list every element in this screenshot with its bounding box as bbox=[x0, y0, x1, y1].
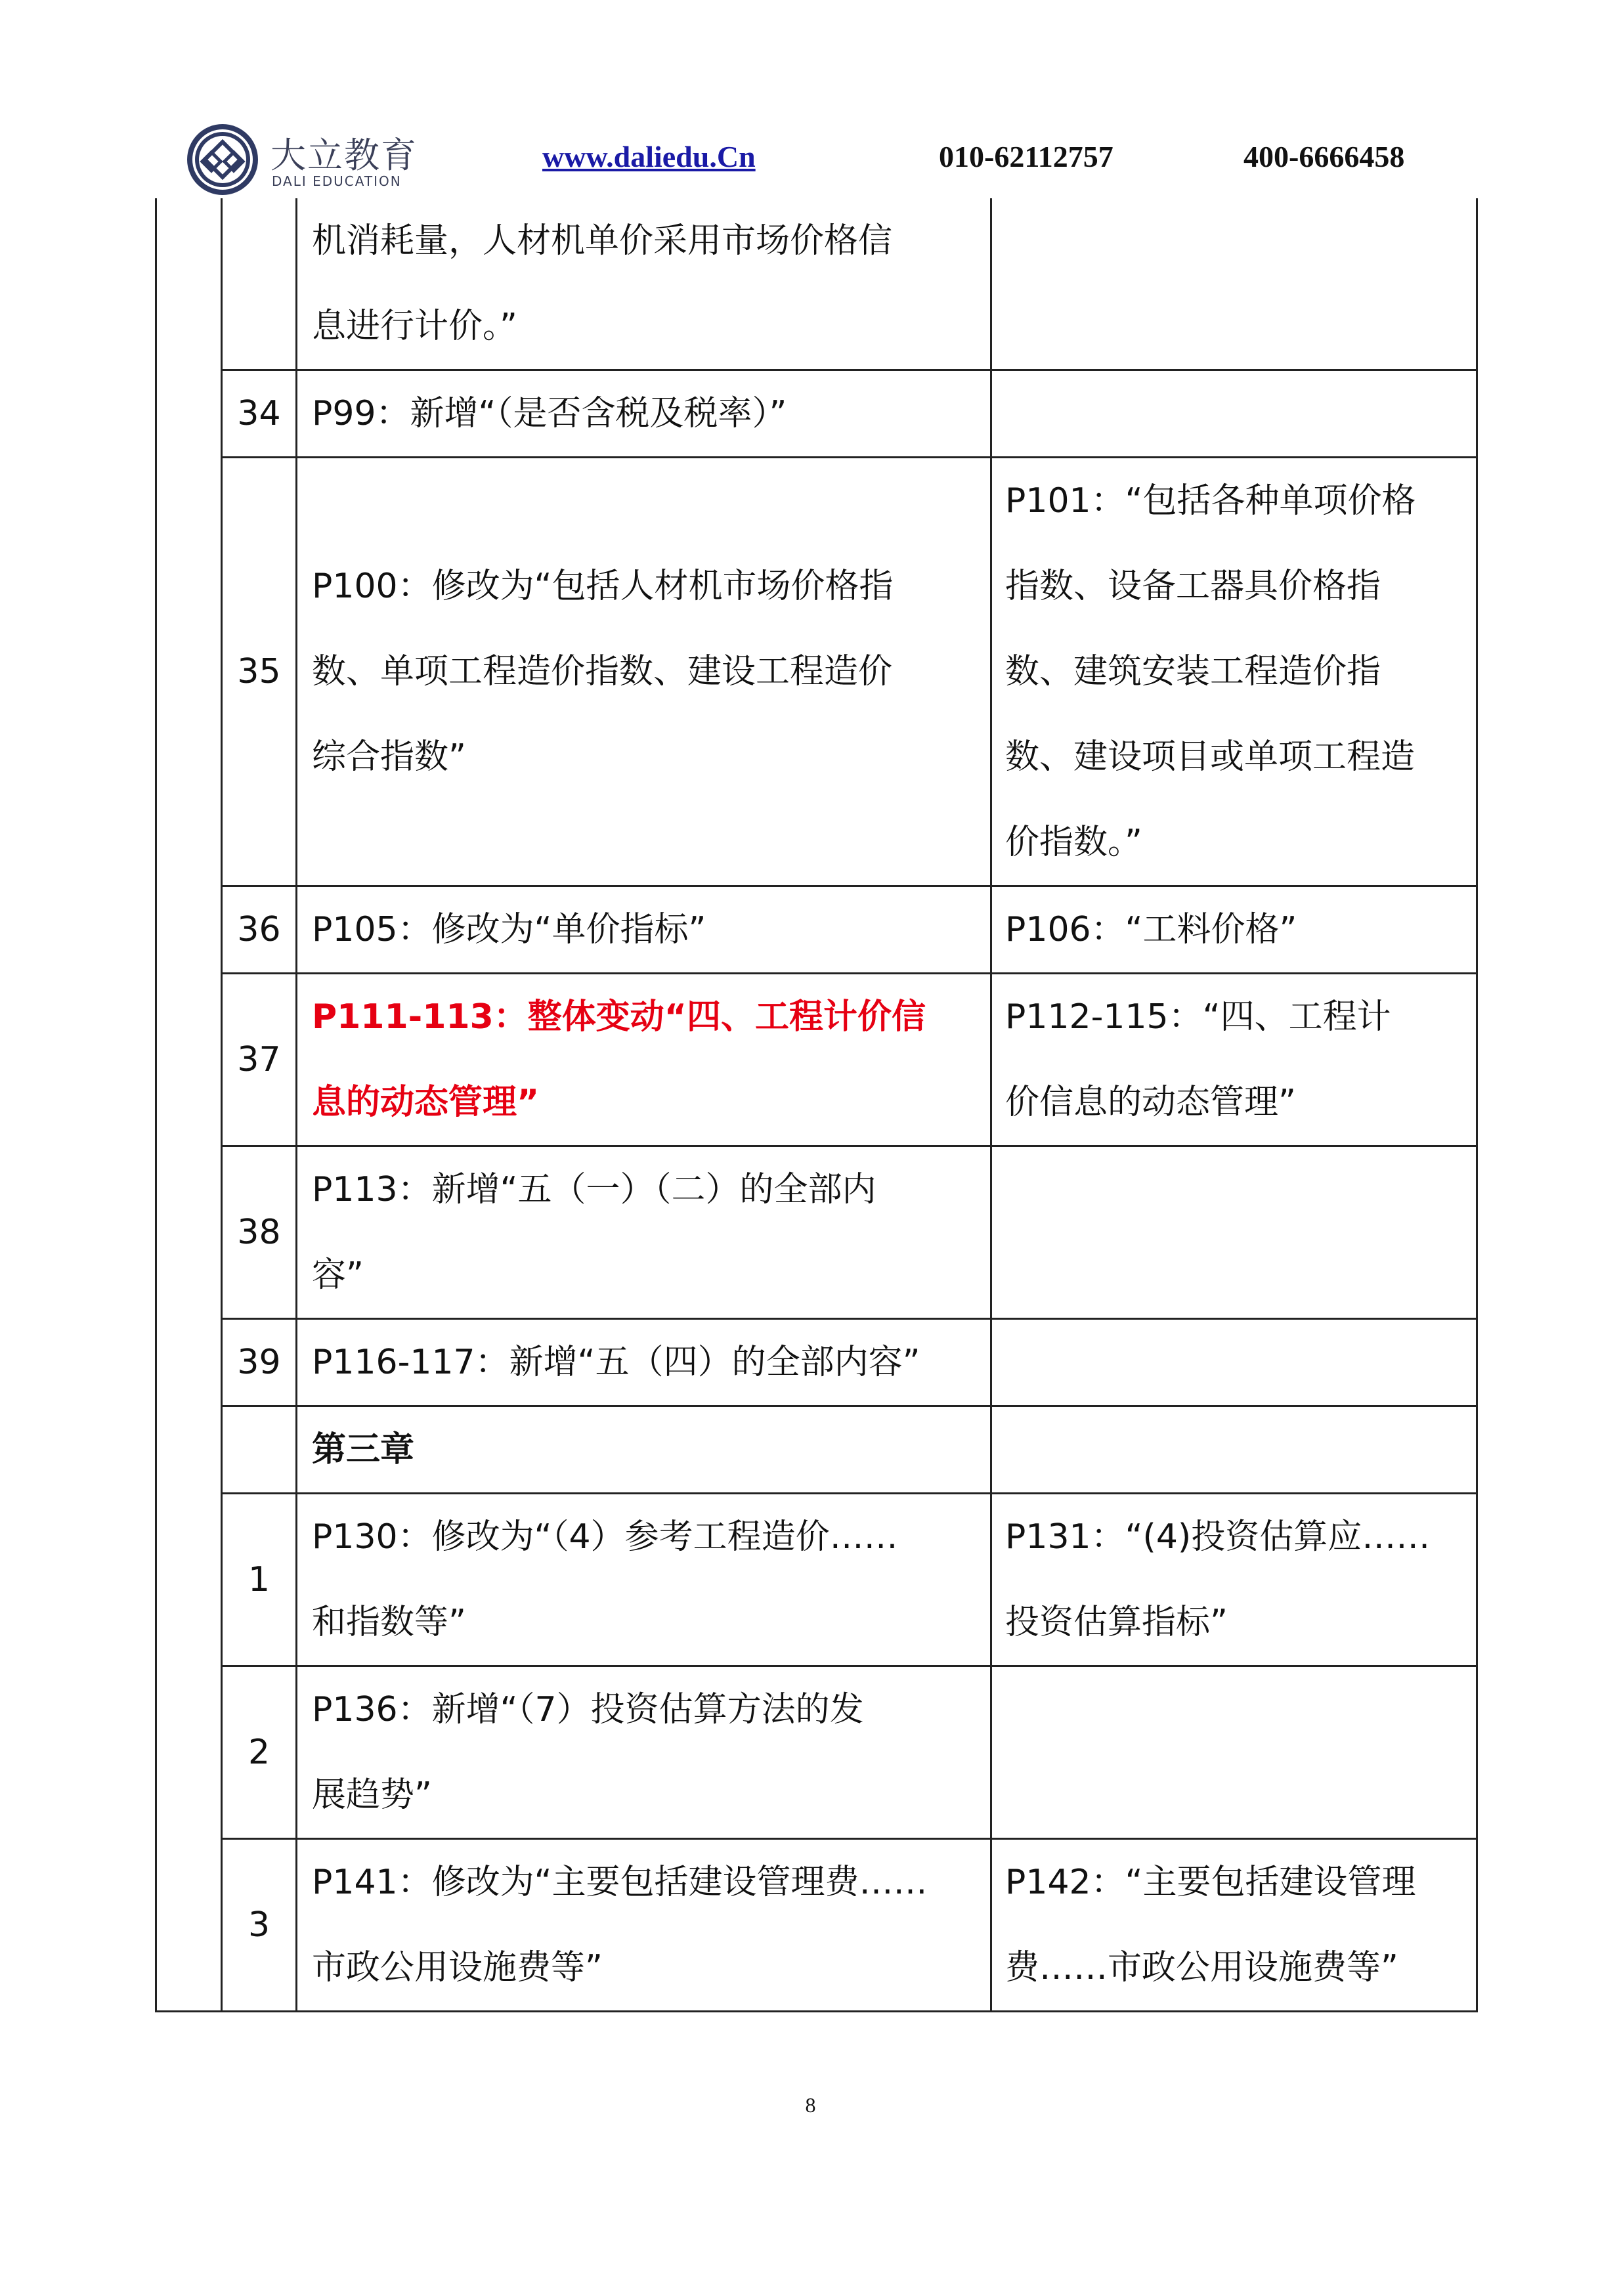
new-edition-cell bbox=[297, 458, 991, 886]
new-edition-cell bbox=[297, 370, 991, 458]
table-row bbox=[156, 1839, 1477, 2012]
new-edition-text: P100：修改为“包括人材机市场价格指 数、单项工程造价指数、建设工程造价 综合指数” bbox=[312, 567, 894, 777]
new-edition-text: P113：新增“五（一）（二）的全部内 容” bbox=[312, 1170, 876, 1295]
new-edition-text: 机消耗量，人材机单价采用市场价格信 息进行计价。” bbox=[312, 221, 893, 346]
row-number-cell: 35 bbox=[222, 458, 297, 886]
new-edition-cell bbox=[297, 1666, 991, 1839]
new-edition-text: P111-113：整体变动“四、工程计价信 息的动态管理” bbox=[312, 997, 926, 1122]
old-edition-text: P106：“工料价格” bbox=[1005, 910, 1297, 949]
old-edition-cell bbox=[991, 370, 1477, 458]
new-edition-cell bbox=[297, 198, 991, 370]
page-number: 8 bbox=[805, 2093, 816, 2117]
old-edition-text: P112-115：“四、工程计 价信息的动态管理” bbox=[1005, 997, 1391, 1122]
table-row bbox=[156, 198, 1477, 370]
row-number-cell: 2 bbox=[222, 1666, 297, 1839]
new-edition-cell bbox=[297, 1494, 991, 1666]
logo-name: 大立教育 bbox=[270, 135, 418, 176]
new-edition-text: P141：修改为“主要包括建设管理费…… 市政公用设施费等” bbox=[312, 1863, 928, 1987]
new-edition-text: 第三章 bbox=[312, 1430, 415, 1469]
table-row bbox=[156, 1666, 1477, 1839]
old-edition-cell bbox=[991, 1319, 1477, 1406]
side-column-cell bbox=[156, 198, 222, 2012]
new-edition-cell bbox=[297, 1146, 991, 1319]
old-edition-cell bbox=[991, 458, 1477, 886]
new-edition-cell bbox=[297, 886, 991, 974]
old-edition-cell bbox=[991, 1494, 1477, 1666]
table-row bbox=[156, 1146, 1477, 1319]
new-edition-text: P130：修改为“（4）参考工程造价…… 和指数等” bbox=[312, 1517, 898, 1642]
phone-number-1: 010-62112757 bbox=[939, 140, 1113, 173]
new-edition-text: P136：新增“（7）投资估算方法的发 展趋势” bbox=[312, 1690, 864, 1815]
table-row bbox=[156, 886, 1477, 974]
new-edition-text: P99：新增“（是否含税及税率）” bbox=[312, 394, 787, 433]
changes-table-body bbox=[156, 198, 1477, 2012]
row-number-cell: 1 bbox=[222, 1494, 297, 1666]
table-row bbox=[156, 1319, 1477, 1406]
table-row bbox=[156, 370, 1477, 458]
old-edition-cell bbox=[991, 1666, 1477, 1839]
dali-seal-icon bbox=[185, 122, 260, 197]
phone-number-2: 400-6666458 bbox=[1243, 140, 1405, 173]
old-edition-cell bbox=[991, 1406, 1477, 1494]
table-row bbox=[156, 1494, 1477, 1666]
new-edition-cell bbox=[297, 1319, 991, 1406]
table-row bbox=[156, 974, 1477, 1146]
row-number-cell: 38 bbox=[222, 1146, 297, 1319]
old-edition-cell bbox=[991, 1839, 1477, 2012]
row-number-cell: 37 bbox=[222, 974, 297, 1146]
page-header bbox=[0, 0, 1621, 197]
dali-education-logo bbox=[185, 122, 421, 201]
row-number-cell bbox=[222, 1406, 297, 1494]
row-number-cell bbox=[222, 198, 297, 370]
old-edition-cell bbox=[991, 1146, 1477, 1319]
new-edition-cell bbox=[297, 1839, 991, 2012]
old-edition-text: P101：“包括各种单项价格 指数、设备工器具价格指 数、建筑安装工程造价指 数、建设项目或单项工程造 价指数。” bbox=[1005, 481, 1416, 862]
old-edition-text: P142：“主要包括建设管理 费……市政公用设施费等” bbox=[1005, 1863, 1416, 1987]
website-link[interactable]: www.daliedu.Cn bbox=[542, 140, 756, 173]
table-row bbox=[156, 1406, 1477, 1494]
table-row bbox=[156, 458, 1477, 886]
old-edition-cell bbox=[991, 886, 1477, 974]
row-number-cell: 36 bbox=[222, 886, 297, 974]
new-edition-cell bbox=[297, 1406, 991, 1494]
logo-english-name: DALI EDUCATION bbox=[272, 173, 402, 189]
old-edition-text: P131：“(4)投资估算应…… 投资估算指标” bbox=[1005, 1517, 1431, 1642]
new-edition-text: P105：修改为“单价指标” bbox=[312, 910, 706, 949]
row-number-cell: 34 bbox=[222, 370, 297, 458]
new-edition-cell bbox=[297, 974, 991, 1146]
row-number-cell: 3 bbox=[222, 1839, 297, 2012]
changes-table bbox=[155, 198, 1478, 2012]
old-edition-cell bbox=[991, 974, 1477, 1146]
new-edition-text: P116-117：新增“五（四）的全部内容” bbox=[312, 1343, 920, 1382]
old-edition-cell bbox=[991, 198, 1477, 370]
row-number-cell: 39 bbox=[222, 1319, 297, 1406]
